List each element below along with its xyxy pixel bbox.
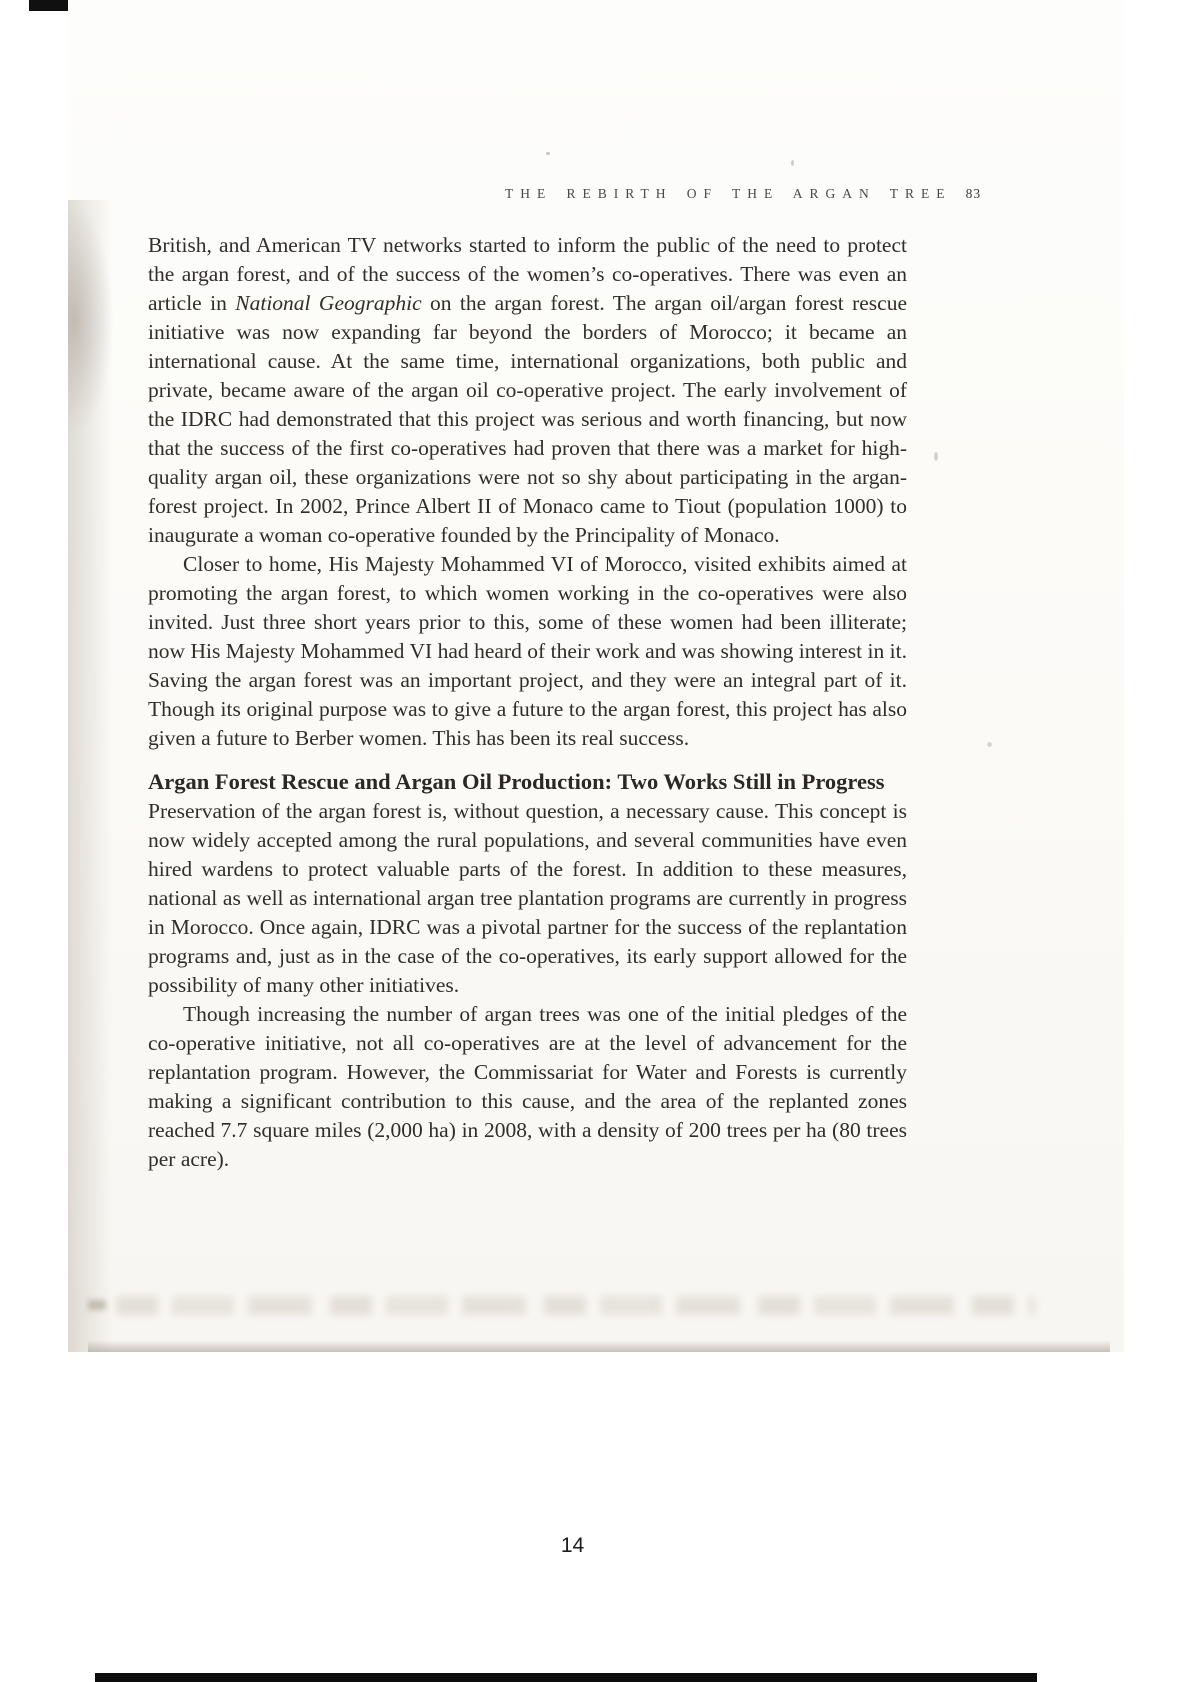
scan-edge-artifact-bottom xyxy=(95,1673,1037,1682)
paragraph-preservation: Preservation of the argan forest is, without question, a necessary cause. This concept is now widely accepted among the rural populations, and several communities have even hired wardens to protect valuable parts of the forest. In addition to these measures, national as well as international argan tree plantation programs are currently in progress in Morocco. Once again, IDRC was a pivotal partner for the success of the replantation programs and, just as in the case of the co-operatives, its early support allowed for the possibility of many other initiatives. xyxy=(148,799,907,997)
running-header xyxy=(505,186,982,202)
bleed-through-fragment xyxy=(88,1300,106,1310)
paragraph-mohammed-vi: Closer to home, His Majesty Mohammed VI of Morocco, visited exhibits aimed at promoting the argan forest, to which women working in the co-operatives were also invited. Just three short years prior to this, some of these women had been illiterate; now His Majesty Mohammed VI had heard of their work and was showing interest in it. Saving the argan forest was an important project, and they were an integral part of it. Though its original purpose was to give a future to the argan forest, this project has also given a future to Berber women. This has been its real success. xyxy=(148,552,907,750)
scan-speck xyxy=(546,152,550,155)
paragraph-tv-networks xyxy=(148,231,907,550)
running-header-title: THE REBIRTH OF THE ARGAN TREE xyxy=(505,186,952,201)
document-page-number: 14 xyxy=(560,1534,585,1557)
paragraph-tv-networks-text: British, and American TV networks started to inform the public of the need to protect the argan forest, and of the success of the women’s co-operatives. There was even an article in xyxy=(148,233,907,315)
paragraph-replantation: Though increasing the number of argan trees was one of the initial pledges of the co-operative initiative, not all co-operatives are at the level of advancement for the replantation program. However, the Commissariat for Water and Forests is currently making a significant contribution to this cause, and the area of the replanted zones reached 7.7 square miles (2,000 ha) in 2008, with a density of 200 trees per ha (80 trees per acre). xyxy=(148,1002,907,1171)
scan-speck xyxy=(791,160,794,166)
book-page-number: 83 xyxy=(965,186,982,201)
section-heading: Argan Forest Rescue and Argan Oil Production: Two Works Still in Progress xyxy=(148,769,885,794)
scan-speck xyxy=(934,452,938,461)
paragraph-tv-networks-continued: on the argan forest. The argan oil/argan forest rescue initiative was now expanding far beyond the borders of Morocco; it became an international cause. At the same time, international organizations, both public and private, became aware of the argan oil co-operative project. The early involvement of the IDRC had demonstrated that this project was serious and worth financing, but now that the success of the first co-operatives had proven that there was a market for high-quality argan oil, these organizations were not so shy about participating in the argan-forest project. In 2002, Prince Albert II of Monaco came to Tiout (population 1000) to inaugurate a woman co-operative founded by the Principality of Monaco. xyxy=(148,291,907,547)
scanned-book-page xyxy=(68,0,1124,1352)
bleed-through-text xyxy=(116,1296,1036,1315)
italic-national-geographic: National Geographic xyxy=(235,291,422,315)
scan-speck xyxy=(987,742,992,747)
body-text-block xyxy=(148,231,907,1174)
